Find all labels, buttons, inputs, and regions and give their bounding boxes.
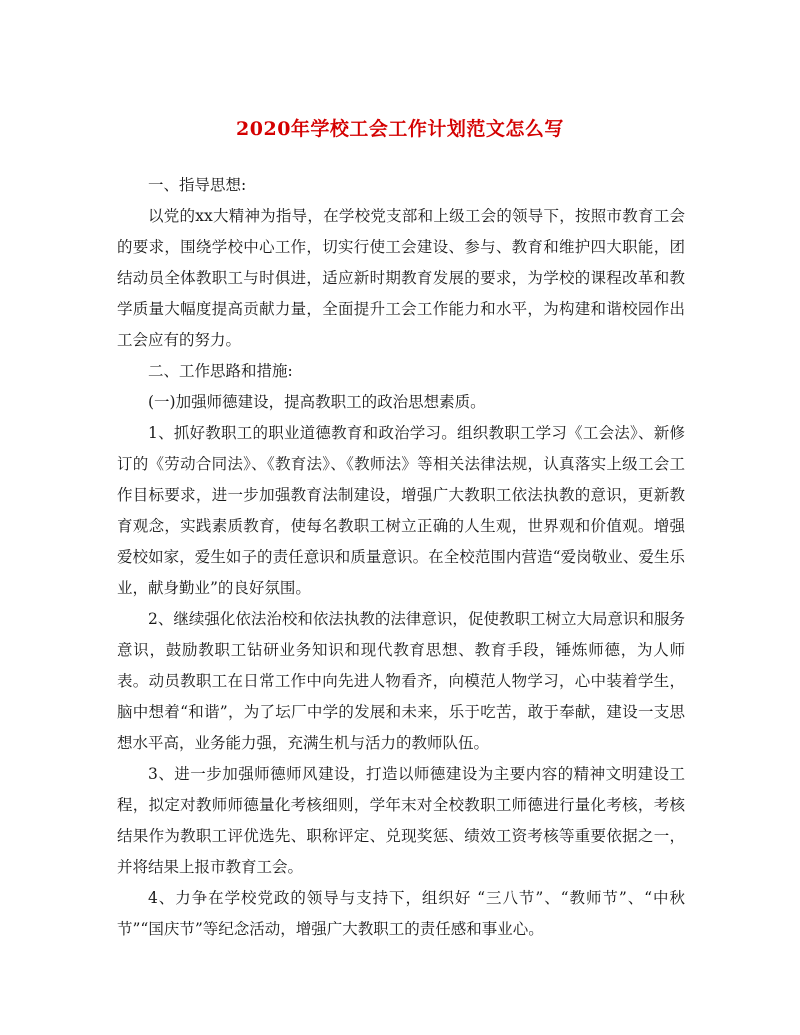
paragraph-item-2: 2、继续强化依法治校和依法执教的法律意识，促使教职工树立大局意识和服务意识，鼓励教职工钻研业务知识和现代教育思想、教育手段，锤炼师德，为人师表。动员教职工在日常工作中向先进人物看齐，向模范人物学习，心中装着学生，脑中想着“和谐”，为了坛厂中学的发展和未来，乐于吃苦，敢于奉献，建设一支思想水平高，业务能力强，充满生机与活力的教师队伍。 bbox=[117, 610, 685, 752]
subsection-heading-teacher-ethics: (一)加强师德建设，提高教职工的政治思想素质。 bbox=[148, 393, 486, 411]
section-heading-work-ideas: 二、工作思路和措施: bbox=[148, 362, 293, 380]
document-title: 2020年学校工会工作计划范文怎么写 bbox=[236, 118, 564, 140]
paragraph-item-1: 1、抓好教职工的职业道德教育和政治学习。组织教职工学习《工会法》、新修订的《劳动合同法》、《教育法》、《教师法》等相关法律法规，认真落实上级工会工作目标要求，进一步加强教育法制建设，增强广大教职工依法执教的意识，更新教育观念，实践素质教育，使每名教职工树立正确的人生观，世界观和价值观。增强爱校如家，爱生如子的责任意识和质量意识。在全校范围内营造“爱岗敬业、爱生乐业，献身勤业”的良好氛围。 bbox=[117, 424, 685, 597]
section-heading-guiding-ideology: 一、指导思想: bbox=[148, 176, 247, 194]
document-body bbox=[117, 170, 685, 945]
paragraph-item-3: 3、进一步加强师德师风建设，打造以师德建设为主要内容的精神文明建设工程，拟定对教师师德量化考核细则，学年末对全校教职工师德进行量化考核，考核结果作为教职工评优选先、职称评定、兑现奖惩、绩效工资考核等重要依据之一，并将结果上报市教育工会。 bbox=[117, 765, 685, 876]
paragraph-guiding-ideology: 以党的xx大精神为指导，在学校党支部和上级工会的领导下，按照市教育工会的要求，围绕学校中心工作，切实行使工会建设、参与、教育和维护四大职能，团结动员全体教职工与时俱进，适应新时期教育发展的要求，为学校的课程改革和教学质量大幅度提高贡献力量，全面提升工会工作能力和水平，为构建和谐校园作出工会应有的努力。 bbox=[117, 207, 685, 349]
paragraph-item-4: 4、力争在学校党政的领导与支持下，组织好 “三八节”、“教师节”、“中秋节”“国庆节”等纪念活动，增强广大教职工的责任感和事业心。 bbox=[117, 889, 685, 938]
